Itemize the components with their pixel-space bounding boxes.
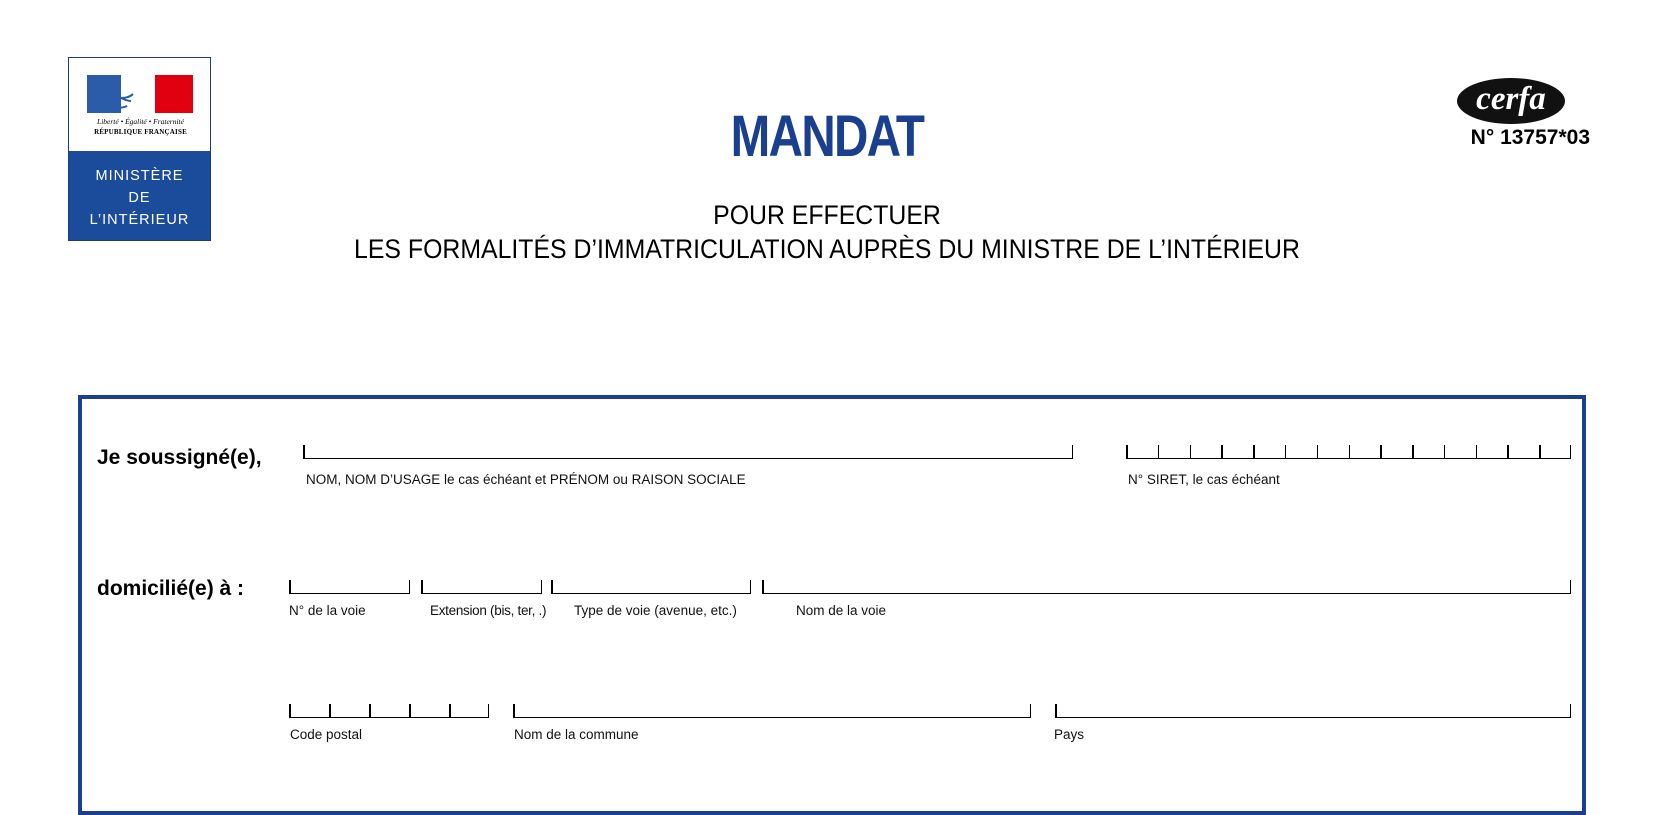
name-hint: NOM, NOM D’USAGE le cas échéant et PRÉNOM ou RAISON SOCIALE bbox=[306, 472, 746, 487]
digit-separator bbox=[1253, 445, 1255, 459]
code-postal-hint: Code postal bbox=[290, 727, 363, 742]
domicile-label: domicilié(e) à : bbox=[97, 577, 245, 600]
digit-separator bbox=[1476, 445, 1478, 459]
digit-separator bbox=[1570, 445, 1572, 459]
digit-separator bbox=[1285, 445, 1287, 459]
cerfa-number: N° 13757*03 bbox=[1470, 126, 1590, 149]
page-subtitle bbox=[66, 198, 1588, 266]
nom-voie-field[interactable] bbox=[762, 580, 1571, 594]
digit-separator bbox=[1444, 445, 1446, 459]
numero-voie-field[interactable] bbox=[289, 580, 410, 594]
digit-separator bbox=[1412, 445, 1414, 459]
code-postal-baseline bbox=[289, 717, 489, 719]
digit-separator bbox=[1158, 445, 1160, 459]
page-title: MANDAT bbox=[730, 104, 924, 169]
pays-field[interactable] bbox=[1055, 704, 1571, 718]
cerfa-logo: cerfa bbox=[1457, 78, 1565, 124]
digit-separator bbox=[1380, 445, 1382, 459]
digit-separator bbox=[1349, 445, 1351, 459]
type-voie-hint: Type de voie (avenue, etc.) bbox=[574, 603, 737, 618]
ministry-line-1: MINISTÈRE bbox=[95, 168, 184, 184]
type-voie-field[interactable] bbox=[551, 580, 751, 594]
soussigne-label: Je soussigné(e), bbox=[97, 446, 262, 469]
digit-separator bbox=[1539, 445, 1541, 459]
extension-field[interactable] bbox=[421, 580, 542, 594]
digit-separator bbox=[488, 704, 490, 718]
logo-motto: Liberté • Égalité • Fraternité bbox=[97, 117, 184, 126]
digit-separator bbox=[1221, 445, 1223, 459]
digit-separator bbox=[1190, 445, 1192, 459]
commune-hint: Nom de la commune bbox=[514, 727, 639, 742]
subtitle-line-1: POUR EFFECTUER bbox=[713, 200, 941, 230]
commune-field[interactable] bbox=[513, 704, 1031, 718]
digit-separator bbox=[329, 704, 331, 718]
ministry-line-2: DE bbox=[128, 190, 151, 206]
digit-separator bbox=[449, 704, 451, 718]
siret-hint: N° SIRET, le cas échéant bbox=[1128, 472, 1280, 487]
digit-separator bbox=[1507, 445, 1509, 459]
subtitle-line-2: LES FORMALITÉS D’IMMATRICULATION AUPRÈS DU MINISTRE DE L’INTÉRIEUR bbox=[354, 234, 1300, 264]
digit-separator bbox=[1317, 445, 1319, 459]
digit-separator bbox=[409, 704, 411, 718]
name-field[interactable] bbox=[303, 445, 1073, 459]
numero-voie-hint: N° de la voie bbox=[289, 603, 366, 618]
digit-separator bbox=[1126, 445, 1128, 459]
ministry-line-3: L’INTÉRIEUR bbox=[89, 212, 190, 228]
pays-hint: Pays bbox=[1054, 727, 1085, 742]
nom-voie-hint: Nom de la voie bbox=[796, 603, 887, 618]
siret-field[interactable] bbox=[1126, 445, 1571, 459]
code-postal-field[interactable] bbox=[289, 704, 489, 718]
logo-republic: RÉPUBLIQUE FRANÇAISE bbox=[94, 128, 187, 136]
digit-separator bbox=[289, 704, 291, 718]
digit-separator bbox=[369, 704, 371, 718]
extension-hint: Extension (bis, ter, .) bbox=[430, 603, 547, 618]
